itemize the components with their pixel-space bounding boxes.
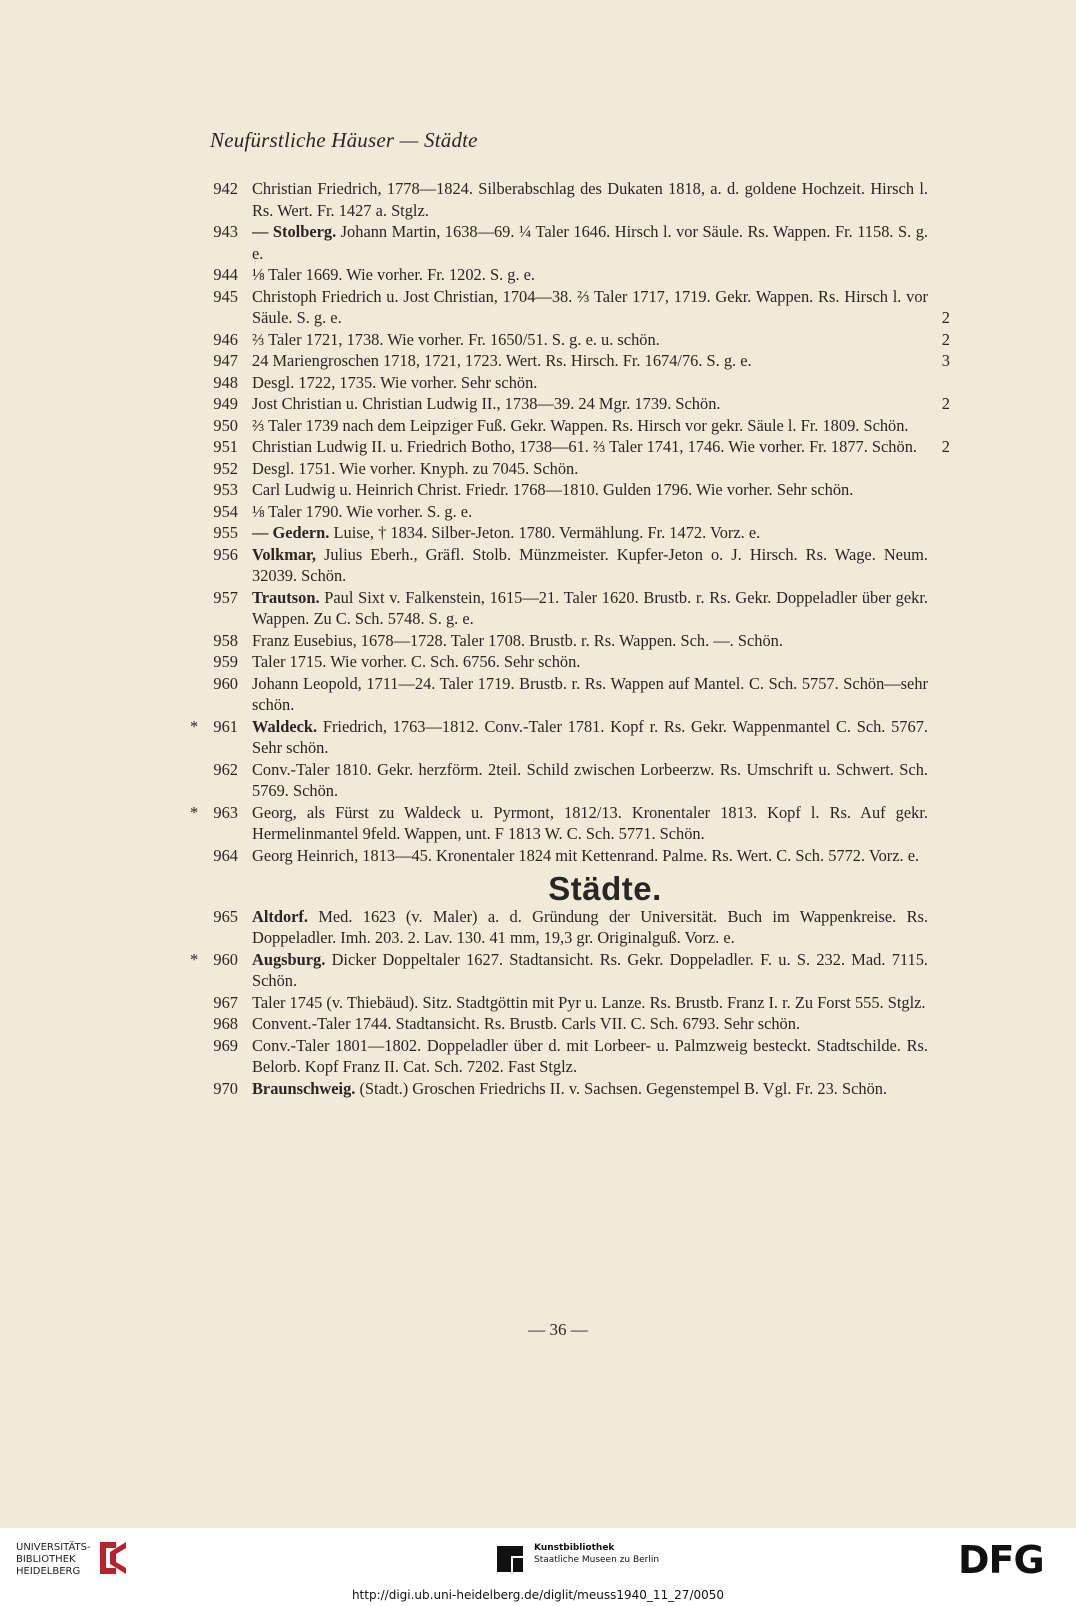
catalog-entry bbox=[200, 906, 950, 949]
lot-heading: Braunschweig. bbox=[252, 1078, 356, 1098]
lot-text: ⅔ Taler 1739 nach dem Leipziger Fuß. Gekr. Wappen. Rs. Hirsch vor gekr. Säule l. Fr. 1809. Schön. bbox=[252, 415, 909, 435]
lot-number: 967 bbox=[213, 992, 238, 1012]
entries-list-cities bbox=[190, 906, 950, 1100]
lot-description bbox=[252, 479, 950, 501]
lot-description bbox=[252, 522, 950, 544]
catalog-entry bbox=[200, 1013, 950, 1035]
lot-heading: Augsburg. bbox=[252, 949, 326, 969]
catalog-entry bbox=[200, 372, 950, 394]
lot-text: Johann Leopold, 1711—24. Taler 1719. Brustb. r. Rs. Wappen auf Mantel. C. Sch. 5757. Schön—sehr schön. bbox=[252, 673, 928, 714]
ub-logo-line3: HEIDELBERG bbox=[16, 1566, 81, 1577]
lot-number: 945 bbox=[213, 286, 238, 306]
lot-number: 964 bbox=[213, 845, 238, 865]
lot-text: Christian Ludwig II. u. Friedrich Botho, 1738—61. ⅔ Taler 1741, 1746. Wie vorher. Fr. 1877. Schön. bbox=[252, 437, 917, 456]
section-title: Städte. bbox=[548, 870, 662, 907]
lot-number: 968 bbox=[213, 1014, 238, 1033]
lot-description bbox=[252, 1035, 950, 1078]
lot-text: Georg Heinrich, 1813—45. Kronentaler 1824 mit Kettenrand. Palme. Rs. Wert. C. Sch. 5772. Vorz. e. bbox=[252, 845, 920, 865]
lot-description bbox=[252, 221, 950, 264]
catalog-entry bbox=[200, 1035, 950, 1078]
lot-number: 954 bbox=[213, 501, 238, 521]
kb-line1: Kunstbibliothek bbox=[534, 1543, 615, 1553]
lot-description bbox=[252, 651, 950, 673]
lot-text: ⅛ Taler 1790. Wie vorher. S. g. e. bbox=[252, 501, 473, 521]
lot-text: Luise, † 1834. Silber-Jeton. 1780. Vermählung. Fr. 1472. Vorz. e. bbox=[329, 523, 761, 542]
catalog-entry bbox=[200, 1078, 950, 1100]
kunstbibliothek-text bbox=[534, 1542, 659, 1566]
catalog-entry bbox=[190, 949, 950, 992]
lot-description bbox=[252, 630, 950, 652]
lot-number: 949 bbox=[213, 394, 238, 413]
lot-description bbox=[252, 759, 950, 802]
lot-text: Paul Sixt v. Falkenstein, 1615—21. Taler 1620. Brustb. r. Rs. Gekr. Doppeladler über gekr. Wappen. Zu C. Sch. 5748. S. g. e. bbox=[252, 587, 928, 628]
lot-number: 942 bbox=[213, 179, 238, 198]
lot-text: Georg, als Fürst zu Waldeck u. Pyrmont, 1812/13. Kronentaler 1813. Kopf l. Rs. Auf gekr. Hermelinmantel 9feld. Wappen, unt. F 1813 W. C. Sch. 5771. Schön. bbox=[252, 802, 928, 843]
lot-number: 955 bbox=[213, 523, 238, 542]
lot-description bbox=[252, 949, 950, 992]
lot-heading: Waldeck. bbox=[252, 716, 318, 736]
footer-bar bbox=[0, 1528, 1076, 1606]
lot-number: 958 bbox=[213, 630, 238, 650]
lot-number: 963 bbox=[213, 802, 238, 822]
catalog-entry bbox=[200, 501, 950, 523]
lot-description bbox=[252, 415, 950, 437]
lot-text: Med. 1623 (v. Maler) a. d. Gründung der Universität. Buch im Wappenkreise. Rs. Doppeladler. Imh. 203. 2. Lav. 130. 41 mm, 19,3 gr. Originalguß. Vorz. e. bbox=[252, 906, 928, 947]
lot-rating: 2 bbox=[941, 394, 950, 413]
lot-text: Dicker Doppeltaler 1627. Stadtansicht. Rs. Gekr. Doppeladler. F. u. S. 232. Mad. 7115. Schön. bbox=[252, 949, 928, 990]
ub-mark-icon bbox=[96, 1538, 130, 1578]
lot-number: 962 bbox=[213, 759, 238, 779]
kb-line2: Staatliche Museen zu Berlin bbox=[534, 1555, 660, 1565]
lot-number: 959 bbox=[213, 652, 238, 671]
lot-rating: 2 bbox=[941, 437, 950, 456]
catalog-entry bbox=[200, 759, 950, 802]
lot-text: Christoph Friedrich u. Jost Christian, 1704—38. ⅔ Taler 1717, 1719. Gekr. Wappen. Rs. Hirsch l. vor Säule. S. g. e. bbox=[252, 286, 928, 327]
lot-description bbox=[252, 673, 950, 716]
catalog-entry bbox=[200, 845, 950, 867]
lot-text: ⅛ Taler 1669. Wie vorher. Fr. 1202. S. g. e. bbox=[252, 265, 536, 284]
lot-description bbox=[252, 264, 950, 286]
lot-number: 969 bbox=[213, 1035, 238, 1055]
catalog-entry bbox=[200, 221, 950, 264]
lot-text: Carl Ludwig u. Heinrich Christ. Friedr. 1768—1810. Gulden 1796. Wie vorher. Sehr schön. bbox=[252, 480, 854, 499]
lot-number: 952 bbox=[213, 458, 238, 478]
lot-description bbox=[252, 906, 950, 949]
entries-list-principalities bbox=[190, 178, 950, 866]
lot-text: ⅔ Taler 1721, 1738. Wie vorher. Fr. 1650/51. S. g. e. u. schön. bbox=[252, 329, 660, 349]
ub-logo-line1: UNIVERSITÄTS- bbox=[16, 1542, 91, 1553]
lot-description bbox=[252, 716, 950, 759]
catalog-entries bbox=[190, 178, 950, 1099]
lot-number: 953 bbox=[213, 480, 238, 499]
lot-number: 946 bbox=[213, 329, 238, 349]
catalog-entry bbox=[200, 286, 950, 329]
lot-text: Christian Friedrich, 1778—1824. Silberabschlag des Dukaten 1818, a. d. goldene Hochzeit. Hirsch l. Rs. Wert. Fr. 1427 a. Stglz. bbox=[252, 179, 928, 220]
catalog-entry bbox=[200, 436, 950, 458]
lot-text: (Stadt.) Groschen Friedrichs II. v. Sachsen. Gegenstempel B. Vgl. Fr. 23. Schön. bbox=[355, 1078, 888, 1098]
lot-heading: Trautson. bbox=[252, 587, 320, 607]
lot-number: 943 bbox=[213, 222, 238, 241]
lot-description bbox=[252, 992, 950, 1014]
lot-rating: 2 bbox=[941, 329, 950, 349]
catalog-entry bbox=[200, 651, 950, 673]
catalog-entry bbox=[200, 264, 950, 286]
lot-description bbox=[252, 802, 950, 845]
lot-text: Conv.-Taler 1810. Gekr. herzförm. 2teil. Schild zwischen Lorbeerzw. Rs. Umschrift u. Schwert. Sch. 5769. Schön. bbox=[252, 759, 928, 800]
highlight-star: * bbox=[190, 949, 199, 969]
catalog-entry bbox=[200, 329, 950, 351]
catalog-entry bbox=[200, 673, 950, 716]
lot-number: 947 bbox=[213, 351, 238, 370]
page-number: — 36 — bbox=[528, 1320, 588, 1339]
lot-heading: — Gedern. bbox=[252, 523, 330, 542]
highlight-star: * bbox=[190, 802, 199, 822]
lot-number: 960 bbox=[213, 949, 238, 969]
lot-description bbox=[252, 178, 950, 221]
catalog-entry bbox=[200, 415, 950, 437]
permalink-url[interactable]: http://digi.ub.uni-heidelberg.de/diglit/meuss1940_11_27/0050 bbox=[351, 1588, 725, 1602]
lot-description bbox=[252, 436, 950, 458]
catalog-entry bbox=[190, 802, 950, 845]
lot-text: Desgl. 1751. Wie vorher. Knyph. zu 7045. Schön. bbox=[252, 458, 579, 478]
lot-text: Conv.-Taler 1801—1802. Doppeladler über d. mit Lorbeer- u. Palmzweig besteckt. Stadtschilde. Rs. Belorb. Kopf Franz II. Cat. Sch. 7202. Fast Stglz. bbox=[252, 1035, 928, 1076]
lot-text: Friedrich, 1763—1812. Conv.-Taler 1781. Kopf r. Rs. Gekr. Wappenmantel C. Sch. 5767. Sehr schön. bbox=[252, 716, 928, 757]
lot-description bbox=[252, 1078, 950, 1100]
lot-description bbox=[252, 286, 950, 329]
lot-text: Desgl. 1722, 1735. Wie vorher. Sehr schön. bbox=[252, 372, 538, 392]
dfg-logo[interactable]: DFG bbox=[958, 1538, 1044, 1582]
catalog-entry bbox=[200, 479, 950, 501]
lot-number: 957 bbox=[213, 587, 238, 607]
catalog-entry bbox=[200, 630, 950, 652]
catalog-entry bbox=[200, 992, 950, 1014]
lot-rating: 3 bbox=[941, 351, 950, 370]
lot-text: 24 Mariengroschen 1718, 1721, 1723. Wert. Rs. Hirsch. Fr. 1674/76. S. g. e. bbox=[252, 351, 752, 370]
catalog-entry bbox=[200, 587, 950, 630]
lot-description bbox=[252, 329, 950, 351]
catalog-entry bbox=[200, 544, 950, 587]
lot-text: Convent.-Taler 1744. Stadtansicht. Rs. Brustb. Carls VII. C. Sch. 6793. Sehr schön. bbox=[252, 1014, 801, 1033]
lot-heading: — Stolberg. bbox=[252, 222, 337, 241]
lot-description bbox=[252, 544, 950, 587]
lot-description bbox=[252, 350, 950, 372]
lot-number: 970 bbox=[213, 1078, 238, 1098]
lot-description bbox=[252, 393, 950, 415]
catalog-entry bbox=[200, 178, 950, 221]
lot-text: Jost Christian u. Christian Ludwig II., 1738—39. 24 Mgr. 1739. Schön. bbox=[252, 394, 721, 413]
ub-logo-line2: BIBLIOTHEK bbox=[16, 1554, 76, 1565]
lot-description bbox=[252, 1013, 950, 1035]
lot-description bbox=[252, 458, 950, 480]
running-header: Neufürstliche Häuser — Städte bbox=[210, 128, 478, 152]
highlight-star: * bbox=[190, 716, 199, 736]
lot-number: 944 bbox=[213, 265, 238, 284]
lot-number: 951 bbox=[213, 437, 238, 456]
lot-description bbox=[252, 587, 950, 630]
lot-heading: Volkmar, bbox=[252, 544, 316, 564]
lot-description bbox=[252, 845, 950, 867]
lot-text: Julius Eberh., Gräfl. Stolb. Münzmeister. Kupfer-Jeton o. J. Hirsch. Rs. Wage. Neum. 32039. Schön. bbox=[252, 544, 928, 585]
lot-number: 956 bbox=[213, 544, 238, 564]
lot-rating: 2 bbox=[941, 308, 950, 327]
lot-text: Taler 1715. Wie vorher. C. Sch. 6756. Sehr schön. bbox=[252, 652, 581, 671]
lot-text: Johann Martin, 1638—69. ¼ Taler 1646. Hirsch l. vor Säule. Rs. Wappen. Fr. 1158. S. g. e. bbox=[252, 222, 928, 263]
catalog-entry bbox=[200, 393, 950, 415]
lot-number: 965 bbox=[213, 906, 238, 926]
catalog-entry bbox=[190, 716, 950, 759]
lot-number: 960 bbox=[213, 673, 238, 693]
lot-number: 948 bbox=[213, 372, 238, 392]
kunstbibliothek-logo-icon[interactable] bbox=[493, 1538, 527, 1578]
lot-text: Franz Eusebius, 1678—1728. Taler 1708. Brustb. r. Rs. Wappen. Sch. —. Schön. bbox=[252, 630, 783, 650]
lot-number: 950 bbox=[213, 415, 238, 435]
ub-heidelberg-logo[interactable] bbox=[16, 1542, 91, 1578]
lot-description bbox=[252, 372, 950, 394]
lot-number: 961 bbox=[213, 716, 238, 736]
lot-text: Taler 1745 (v. Thiebäud). Sitz. Stadtgöttin mit Pyr u. Lanze. Rs. Brustb. Franz I. r. Zu Forst 555. Stglz. bbox=[252, 992, 926, 1012]
catalog-entry bbox=[200, 522, 950, 544]
lot-description bbox=[252, 501, 950, 523]
lot-heading: Altdorf. bbox=[252, 906, 308, 926]
catalog-entry bbox=[200, 458, 950, 480]
catalog-entry bbox=[200, 350, 950, 372]
